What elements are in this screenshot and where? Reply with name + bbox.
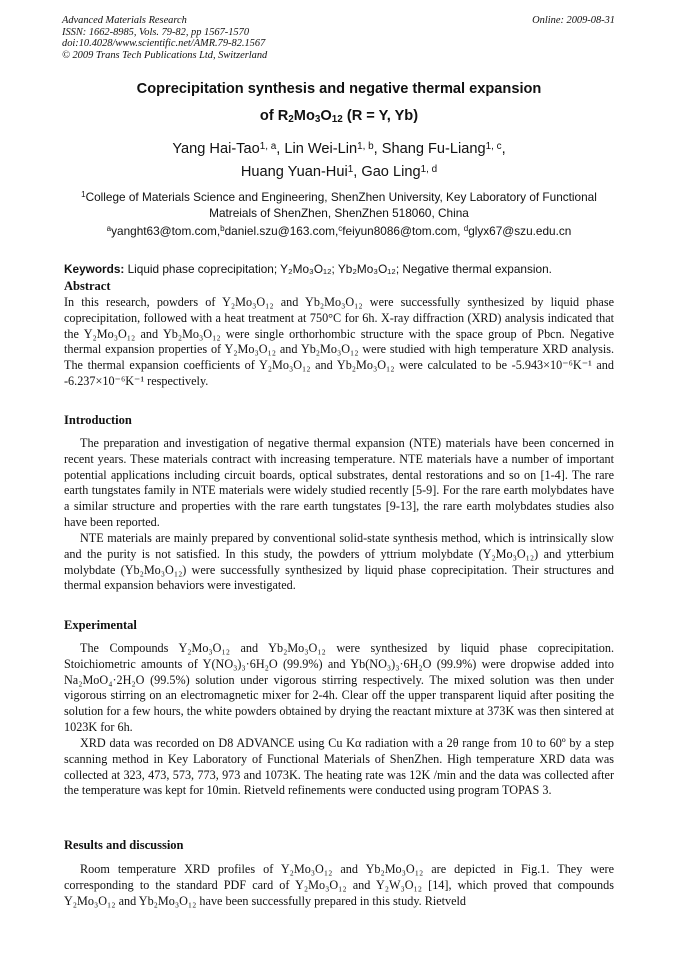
- email-address: feiyun8086@tom.com,: [342, 224, 464, 238]
- author-name: Shang Fu-Liang: [381, 141, 486, 157]
- journal-name: Advanced Materials Research: [62, 15, 187, 26]
- author-emails: $^a$yanght63@tom.com,$^b$daniel.szu@163.com,$^c$feiyun8086@tom.com, $^d$glyx67@szu.edu.cn: [106, 224, 572, 238]
- online-date: Online: 2009-08-31: [532, 15, 615, 26]
- paper-title-line-2: of $R_2Mo_3O_{12}$ (R = Y, Yb): [259, 108, 419, 126]
- issn-line: ISSN: 1662-8985, Vols. 79-82, pp 1567-1570: [62, 26, 250, 38]
- keywords: [64, 262, 552, 276]
- introduction-paragraph-2: NTE materials are mainly prepared by conventional solid-state synthesis method, which is intrinsically slow and the purity is not satisfied. In this study, the powders of yttrium molybdate (Y₂Mo₃O₁₂) and ytterbium molybdate (Yb₂Mo₃O₁₂) were successfully synthesized by liquid phase coprecipitation. Their structures and thermal expansion behaviors were investigated.: [64, 531, 614, 593]
- results-paragraph-1: Room temperature XRD profiles of Y₂Mo₃O₁₂ and Yb₂Mo₃O₁₂ are depicted in Fig.1. They were corresponding to the standard PDF card of Y₂Mo₃O₁₂ and Y₂W₃O₁₂ [14], which proved that compounds Y₂Mo₃O₁₂ and Yb₂Mo₃O₁₂ have been successfully prepared in this study. Rietveld: [64, 862, 614, 908]
- author-line-1: Yang Hai-Tao$^{1, a}$, Lin Wei-Lin$^{1, b}$, Shang Fu-Liang$^{1, c}$,: [172, 140, 506, 157]
- email-address: glyx67@szu.edu.cn: [468, 224, 572, 238]
- affiliation: $^1$College of Materials Science and Engineering, ShenZhen University, Key Laboratory of Functional Matreials of ShenZhen, ShenZhen 518060, China: [81, 190, 597, 220]
- email-address: yanght63@tom.com,: [111, 224, 221, 238]
- introduction-paragraph-1: The preparation and investigation of negative thermal expansion (NTE) materials have been concerned in recent years. These materials contract with increasing temperature. NTE materials have a number of important potential applications including circuit boards, optical substrates, dental restorations and so on [1-4]. The rare earth tungstates family in NTE materials were widely studied recently [5-9]. For the rare earth molybdates have a similar structure and properties with the rare earth tungstates [9-13], the rare earth molybdates studies also have been reported.: [64, 436, 614, 529]
- keywords-text: Liquid phase coprecipitation; Y₂Mo₃O₁₂; Yb₂Mo₃O₁₂; Negative thermal expansion.: [127, 262, 552, 276]
- author-name: Lin Wei-Lin: [284, 141, 358, 157]
- experimental-paragraph-2: XRD data was recorded on D8 ADVANCE using Cu Kα radiation with a 2θ range from 10 to 60º by a step scanning method in Key Laboratory of Functional Materials of ShenZhen. High temperature XRD data was collected at 323, 473, 573, 773, 973 and 1073K. The heating rate was 12K /min and the data was collected after the temperature was kept for 10min. Rietveld refinements were conducted using program TOPAS 3.: [64, 736, 614, 798]
- doi-line: doi:10.4028/www.scientific.net/AMR.79-82.1567: [62, 38, 266, 50]
- results-heading: Results and discussion: [64, 838, 184, 852]
- email-address: daniel.szu@163.com,: [224, 224, 339, 238]
- author-name: Yang Hai-Tao: [172, 141, 260, 157]
- experimental-paragraph-1: The Compounds Y₂Mo₃O₁₂ and Yb₂Mo₃O₁₂ were synthesized by liquid phase coprecipitation. Stoichiometric amounts of Y(NO₃)₃·6H₂O (99.9%) and Yb(NO₃)₃·6H₂O (99.9%) were dropwise added into Na₂MoO₄·2H₂O (99.5%) solution under vigorous stirring respectively. The mixed solution was then under vigorous stirring on an electromagnetic mixer for 2-4h. Clear off the upper transparent liquid after positing the solution for a few hours, the white powders obtained by drying the reactant mixture at 373K was then sintered at 1023K for 6h.: [64, 641, 614, 734]
- introduction-heading: Introduction: [64, 413, 132, 427]
- copyright-line: © 2009 Trans Tech Publications Ltd, Switzerland: [62, 49, 268, 61]
- journal-header: [62, 15, 267, 61]
- abstract-text: In this research, powders of Y₂Mo₃O₁₂ and Yb₂Mo₃O₁₂ were successfully synthesized by liquid phase coprecipitation, followed with a heat treatment at 750°C for 6h. X-ray diffraction (XRD) analysis indicated that the Y₂Mo₃O₁₂ and Yb₂Mo₃O₁₂ were single orthorhombic structure with the space group of Pbcn. Negative thermal expansion properties of Y₂Mo₃O₁₂ and Yb₂Mo₃O₁₂ were studied with high temperature XRD analysis. The thermal expansion coefficients of Y₂Mo₃O₁₂ and Yb₂Mo₃O₁₂ were calculated to be -5.943×10⁻⁶K⁻¹ and -6.237×10⁻⁶K⁻¹ respectively.: [64, 295, 614, 388]
- paper-title-line-1: Coprecipitation synthesis and negative thermal expansion: [136, 81, 542, 97]
- author-line-2: Huang Yuan-Hui$^1$, Gao Ling$^{1, d}$: [240, 163, 438, 180]
- author-name: Gao Ling: [361, 164, 421, 180]
- keywords-label: Keywords:: [64, 262, 125, 276]
- author-name: Huang Yuan-Hui: [240, 164, 348, 180]
- abstract-heading: Abstract: [64, 279, 111, 293]
- experimental-heading: Experimental: [64, 618, 137, 632]
